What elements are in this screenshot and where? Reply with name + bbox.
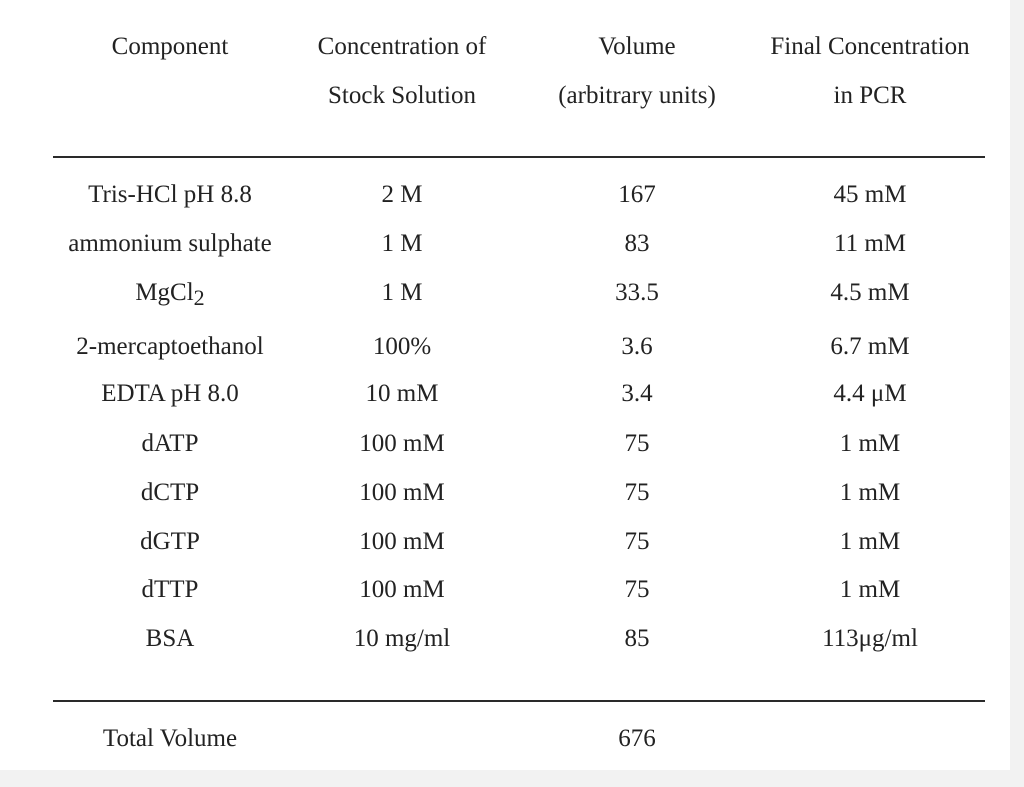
stock-cell: 10 mg/ml bbox=[353, 625, 451, 652]
component-text: MgCl bbox=[135, 279, 194, 306]
volume-cell: 75 bbox=[624, 576, 650, 603]
component-cell: dATP bbox=[141, 430, 199, 457]
final-cell: 1 mM bbox=[839, 576, 901, 603]
total-label: Total Volume bbox=[102, 725, 238, 752]
volume-cell: 3.4 bbox=[621, 380, 653, 407]
stock-cell: 100 mM bbox=[359, 430, 445, 457]
total-divider bbox=[53, 700, 985, 702]
final-cell: 6.7 mM bbox=[830, 333, 910, 360]
final-cell: 45 mM bbox=[833, 181, 907, 208]
header-divider bbox=[53, 156, 985, 158]
component-cell: 2-mercaptoethanol bbox=[76, 333, 264, 360]
final-cell: 1 mM bbox=[839, 430, 901, 457]
stock-cell: 100 mM bbox=[359, 528, 445, 555]
volume-cell: 75 bbox=[624, 528, 650, 555]
component-cell: ammonium sulphate bbox=[68, 230, 272, 257]
header-final-line2: in PCR bbox=[833, 82, 907, 109]
stock-cell: 1 M bbox=[381, 279, 423, 306]
header-volume-line1: Volume bbox=[598, 33, 676, 60]
component-cell: EDTA pH 8.0 bbox=[101, 380, 239, 407]
volume-cell: 83 bbox=[624, 230, 650, 257]
final-cell: 113μg/ml bbox=[822, 625, 918, 652]
volume-cell: 167 bbox=[618, 181, 656, 208]
stock-cell: 2 M bbox=[381, 181, 423, 208]
header-stock-line1: Concentration of bbox=[317, 33, 487, 60]
page-edge-bottom bbox=[0, 770, 1024, 787]
final-cell: 1 mM bbox=[839, 528, 901, 555]
stock-cell: 10 mM bbox=[365, 380, 439, 407]
header-final-line1: Final Concentration bbox=[770, 33, 970, 60]
page-edge-right bbox=[1010, 0, 1024, 787]
final-cell: 11 mM bbox=[834, 230, 906, 257]
component-cell: dCTP bbox=[140, 479, 200, 506]
component-cell: BSA bbox=[145, 625, 195, 652]
stock-cell: 100 mM bbox=[359, 479, 445, 506]
volume-cell: 3.6 bbox=[621, 333, 653, 360]
component-cell: dGTP bbox=[140, 528, 200, 555]
header-component: Component bbox=[111, 33, 229, 60]
volume-cell: 33.5 bbox=[615, 279, 659, 306]
stock-cell: 100% bbox=[372, 333, 432, 360]
header-volume-line2: (arbitrary units) bbox=[558, 82, 716, 109]
component-cell: Tris-HCl pH 8.8 bbox=[88, 181, 252, 208]
final-cell: 4.4 μM bbox=[833, 380, 907, 407]
subscript-text: 2 bbox=[193, 285, 205, 310]
final-cell: 1 mM bbox=[839, 479, 901, 506]
volume-cell: 75 bbox=[624, 479, 650, 506]
stock-cell: 100 mM bbox=[359, 576, 445, 603]
volume-cell: 75 bbox=[624, 430, 650, 457]
final-cell: 4.5 mM bbox=[830, 279, 910, 306]
total-volume: 676 bbox=[618, 725, 656, 752]
stock-cell: 1 M bbox=[381, 230, 423, 257]
component-cell: dTTP bbox=[141, 576, 199, 603]
header-stock-line2: Stock Solution bbox=[328, 82, 476, 109]
component-cell bbox=[40, 278, 300, 308]
volume-cell: 85 bbox=[624, 625, 650, 652]
